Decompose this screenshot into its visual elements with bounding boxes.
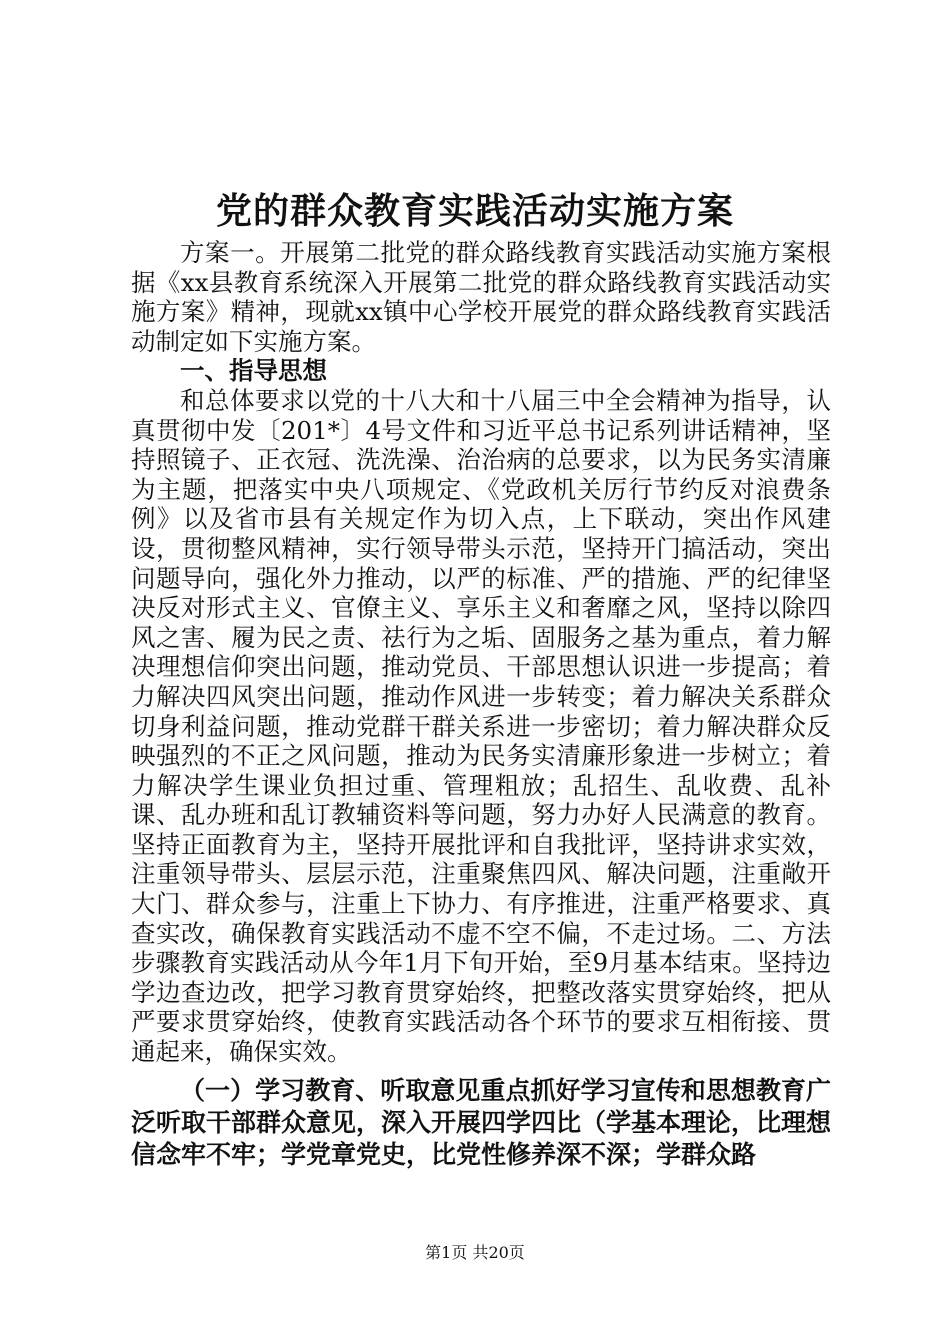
guiding-thought-paragraph: 和总体要求以党的十八大和十八届三中全会精神为指导，认真贯彻中发〔201*〕4号文件和习近平总书记系列讲话精神，坚持照镜子、正衣冠、洗洗澡、治治病的总要求，以为民务实清廉为主题，把落实中央八项规定、《党政机关厉行节约反对浪费条例》以及省市县有关规定作为切入点，上下联动，突出作风建设，贯彻整风精神，实行领导带头示范，坚持开门搞活动，突出问题导向，强化外力推动，以严的标准、严的措施、严的纪律坚决反对形式主义、官僚主义、享乐主义和奢靡之风，坚持以除四风之害、履为民之责、祛行为之垢、固服务之基为重点，着力解决理想信仰突出问题，推动党员、干部思想认识进一步提高；着力解决四风突出问题，推动作风进一步转变；着力解决关系群众切身利益问题，推动党群干群关系进一步密切；着力解决群众反映强烈的不正之风问题，推动为民务实清廉形象进一步树立；着力解决学生课业负担过重、管理粗放；乱招生、乱收费、乱补课、乱办班和乱订教辅资料等问题，努力办好人民满意的教育。坚持正面教育为主，坚持开展批评和自我批评，坚持讲求实效，注重领导带头、层层示范，注重聚焦四风、解决问题，注重敞开大门、群众参与，注重上下协力、有序推进，注重严格要求、真查实改，确保教育实践活动不虚不空不偏，不走过场。二、方法步骤教育实践活动从今年1月下旬开始，至9月基本结束。坚持边学边查边改，把学习教育贯穿始终，把整改落实贯穿始终，把从严要求贯穿始终，使教育实践活动各个环节的要求互相衔接、贯通起来，确保实效。: [131, 385, 831, 1067]
intro-paragraph: 方案一。开展第二批党的群众路线教育实践活动实施方案根据《xx县教育系统深入开展第二批党的群众路线教育实践活动实施方案》精神，现就xx镇中心学校开展党的群众路线教育实践活动制定如下实施方案。: [131, 238, 831, 356]
section-heading-guiding-thought: 一、指导思想: [180, 356, 327, 386]
study-education-paragraph: （一）学习教育、听取意见重点抓好学习宣传和思想教育广泛听取干部群众意见，深入开展四学四比（学基本理论，比理想信念牢不牢；学党章党史，比党性修养深不深；学群众路: [131, 1075, 832, 1169]
document-title: 党的群众教育实践活动实施方案: [215, 190, 734, 232]
document-body: [131, 238, 831, 1171]
page-number-footer: 第1页 共20页: [425, 1243, 525, 1262]
